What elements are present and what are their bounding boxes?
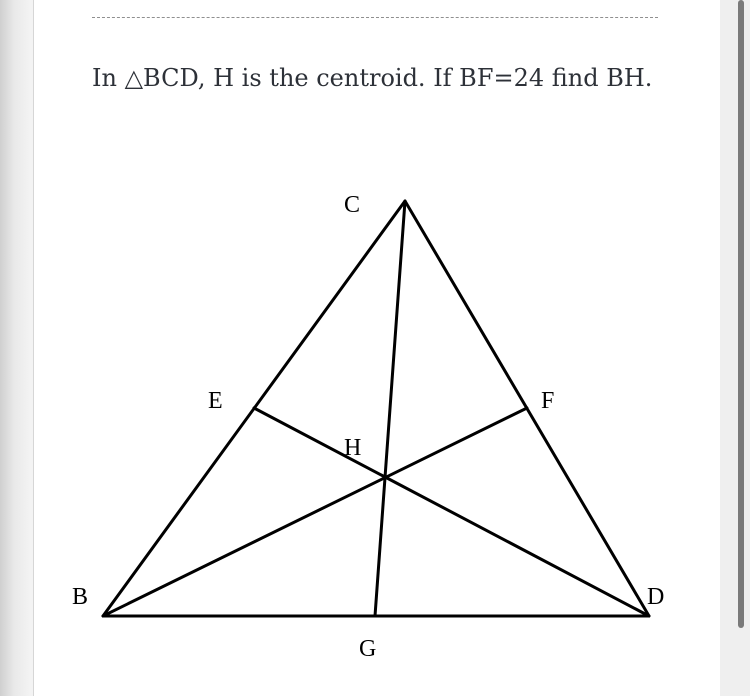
triangle-bcd [103, 201, 649, 616]
median-cg [375, 201, 405, 616]
label-c: C [344, 192, 361, 218]
label-b: B [72, 584, 89, 610]
label-d: D [647, 584, 665, 610]
question-text: In △BCD, H is the centroid. If BF=24 find BH. [92, 64, 653, 92]
label-g: G [359, 636, 377, 662]
label-e: E [208, 388, 223, 414]
label-f: F [541, 388, 555, 414]
label-h: H [344, 435, 362, 461]
